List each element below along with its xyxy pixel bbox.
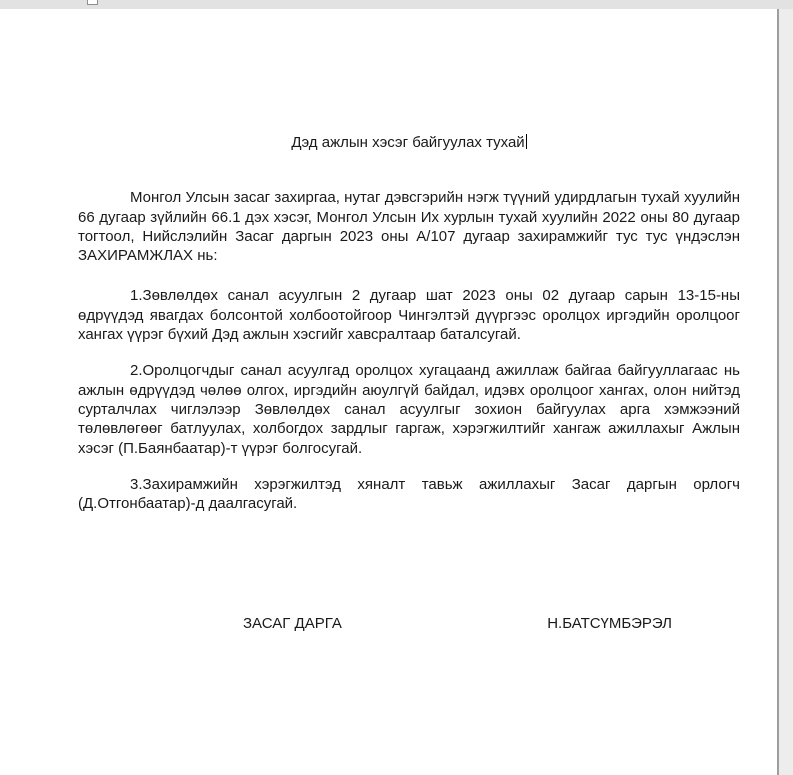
document-page[interactable]	[78, 9, 740, 634]
paragraph-preamble[interactable]: Монгол Улсын засаг захиргаа, нутаг дэвсгэрийн нэгж түүний удирдлагын тухай хуулийн 66 дугаар зүйлийн 66.1 дэх хэсэг, Монгол Улсын Их хурлын тухай хуулийн 2022 оны 80 дугаар тогтоол, Нийслэлийн Засаг даргын 2023 оны А/107 дугаар захирамжийг тус тус үндэслэн ЗАХИРАМЖЛАХ нь:	[78, 189, 740, 265]
document-title[interactable]	[78, 133, 740, 152]
paragraph-item-1[interactable]: 1.Зөвлөлдөх санал асуулгын 2 дугаар шат 2023 оны 02 дугаар сарын 13-15-ны өдрүүдэд явагдах болсонтой холбоотойгоор Чингэлтэй дүүргээс оролцох иргэдийн оролцоог хангах үүрэг бүхий Дэд ажлын хэсгийг хавсралтаар баталсугай.	[78, 287, 740, 344]
page-right-gutter	[777, 9, 793, 775]
margin-marker	[87, 0, 98, 5]
text-cursor	[526, 134, 527, 149]
document-title-text: Дэд ажлын хэсэг байгуулах тухай	[291, 134, 525, 151]
paragraph-item-3[interactable]: 3.Захирамжийн хэрэгжилтэд хяналт тавьж ажиллахыг Засаг даргын орлогч (Д.Отгонбаатар)-д даалгасугай.	[78, 475, 740, 513]
editor-chrome-strip	[0, 0, 793, 9]
signature-role: ЗАСАГ ДАРГА	[243, 615, 342, 633]
signature-block	[78, 614, 740, 633]
paragraph-item-2[interactable]: 2.Оролцогчдыг санал асуулгад оролцох хугацаанд ажиллаж байгаа байгууллагаас нь ажлын өдрүүдэд чөлөө олгох, иргэдийн аюулгүй байдал, идэвх оролцоог хангах, олон нийтэд сурталчлах чиглэлээр Зөвлөлдөх санал асуулгыг зохион байгуулах арга хэмжээний төлөвлөгөөг батлуулах, холбогдох зардлыг гаргаж, хэрэгжилтийг хангаж ажиллахыг Ажлын хэсэг (П.Баянбаатар)-т үүрэг болгосугай.	[78, 362, 740, 457]
signature-name: Н.БАТСҮМБЭРЭЛ	[547, 615, 672, 633]
